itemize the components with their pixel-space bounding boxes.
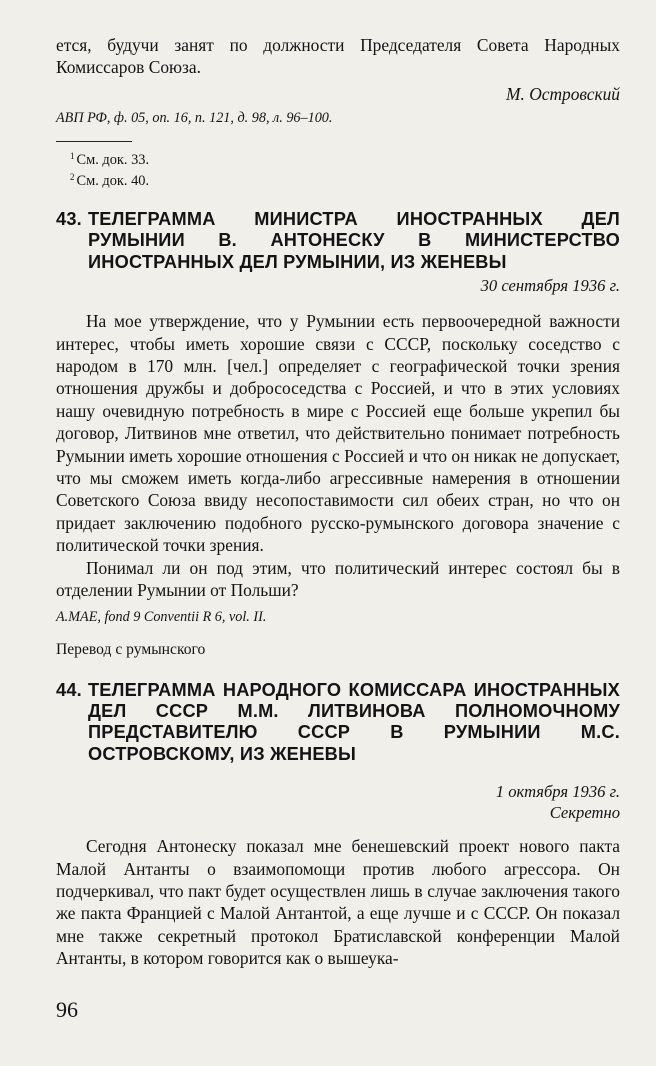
previous-document-closing-text: ется, будучи занят по должности Председателя Совета Народных Комиссаров Союза. <box>56 35 620 78</box>
footnote-divider <box>56 141 132 142</box>
footnote-marker: 2 <box>70 172 75 183</box>
signature: М. Островский <box>506 83 620 104</box>
document-paragraph: Сегодня Антонеску показал мне бенешевский проект нового пакта Малой Антанты о взаимопомощи против любого агрессора. Он подчеркивал, что пакт будет осуществлен лишь в случае заключения такого же пакта Францией с Малой Антантой, а еще лучше и с СССР. Он показал мне также секретный протокол Братиславской конференции Малой Антанты, в котором говорится как о вышеука- <box>56 836 620 969</box>
document-heading <box>56 680 620 766</box>
footnote-text: См. док. 33. <box>76 151 150 168</box>
archive-reference: АВП РФ, ф. 05, оп. 16, п. 121, д. 98, л. 96–100. <box>56 109 333 126</box>
document-title: ТЕЛЕГРАММА НАРОДНОГО КОМИССАРА ИНОСТРАННЫХ ДЕЛ СССР М.М. ЛИТВИНОВА ПОЛНОМОЧНОМУ ПРЕДСТАВИТЕЛЮ СССР В РУМЫНИИ М.С. ОСТРОВСКОМУ, ИЗ ЖЕНЕВЫ <box>88 679 620 764</box>
document-paragraph: Понимал ли он под этим, что политический интерес состоял бы в отделении Румынии от Польши? <box>56 557 620 601</box>
document-paragraph: На мое утверждение, что у Румынии есть первоочередной важности интерес, чтобы иметь хорошие связи с СССР, поскольку соседство с народом в 170 млн. [чел.] определяет с географической точки зрения отношения дружбы и добрососедства с Россией, и что в этих условиях нашу очевидную потребность в мире с Россией еще больше укрепил бы договор, Литвинов мне ответил, что действительно понимает потребность Румынии иметь хорошие отношения с Россией и что он никак не допускает, что мы сможем иметь когда-либо агрессивные намерения в отношении Советского Союза ввиду несопоставимости сил обеих стран, но что он придает заключению подобного русско-румынского договора значение с политической точки зрения. <box>56 311 620 556</box>
document-heading <box>56 209 620 273</box>
footnote-item <box>56 148 620 170</box>
document-number: 44. <box>56 679 82 700</box>
classification-label: Секретно <box>549 803 620 823</box>
document-date: 1 октября 1936 г. <box>495 782 620 802</box>
translation-note: Перевод с румынского <box>56 640 206 658</box>
archive-reference: A.MAE, fond 9 Conventii R 6, vol. II. <box>56 608 267 625</box>
footnote-text: См. док. 40. <box>76 173 150 190</box>
page-number: 96 <box>56 997 78 1022</box>
document-number: 43. <box>56 209 82 229</box>
footnote-item <box>56 169 620 191</box>
footnote-marker: 1 <box>70 150 75 161</box>
document-date: 30 сентября 1936 г. <box>480 276 620 296</box>
document-title: ТЕЛЕГРАММА МИНИСТРА ИНОСТРАННЫХ ДЕЛ РУМЫНИИ В. АНТОНЕСКУ В МИНИСТЕРСТВО ИНОСТРАННЫХ ДЕЛ РУМЫНИИ, ИЗ ЖЕНЕВЫ <box>88 209 620 272</box>
